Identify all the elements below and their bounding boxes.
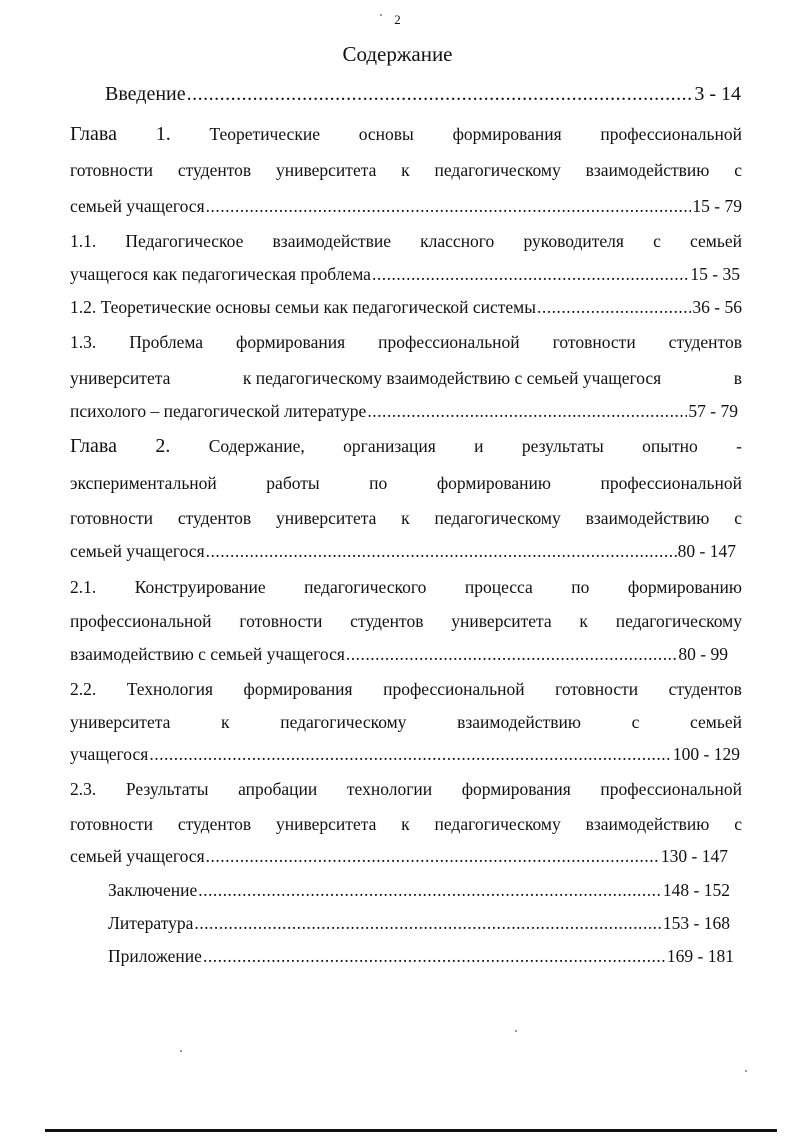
toc-word: к xyxy=(401,508,410,528)
toc-entry-title: 1.2. Теоретические основы семьи как педагогической системы xyxy=(70,297,536,317)
scan-speck xyxy=(745,1070,747,1072)
toc-word: к xyxy=(401,814,410,834)
toc-word: профессиональной xyxy=(600,124,742,144)
toc-line xyxy=(70,368,742,388)
toc-word: взаимодействие xyxy=(272,231,392,251)
toc-word: основы xyxy=(358,124,414,144)
scan-speck xyxy=(180,1050,182,1052)
toc-entry-title: Приложение xyxy=(108,946,202,966)
toc-word: руководителя xyxy=(523,231,624,251)
toc-word: 2.2. xyxy=(70,679,97,699)
toc-entry-title: семьей учащегося xyxy=(70,846,205,866)
toc-word: Глава xyxy=(70,435,117,457)
toc-word: профессиональной xyxy=(383,679,525,699)
bottom-rule xyxy=(45,1129,777,1132)
toc-word: студентов xyxy=(177,814,252,834)
toc-word: Содержание, xyxy=(208,436,305,456)
toc-word: взаимодействию xyxy=(585,814,710,834)
toc-line xyxy=(70,332,742,352)
toc-word: семьей xyxy=(690,712,742,732)
dot-leader xyxy=(537,297,691,317)
dot-leader xyxy=(206,541,677,561)
toc-word: организация xyxy=(343,436,436,456)
toc-line xyxy=(70,679,742,699)
toc-entry-title: Литература xyxy=(108,913,194,933)
toc-word: профессиональной xyxy=(378,332,520,352)
dot-leader xyxy=(198,880,662,900)
toc-word: Проблема xyxy=(129,332,204,352)
toc-word: готовности xyxy=(552,332,636,352)
toc-entry-pages: 80 - 99 xyxy=(678,644,728,664)
toc-word: и xyxy=(474,436,484,456)
toc-word: профессиональной xyxy=(600,473,742,493)
toc-word: формированию xyxy=(436,473,551,493)
toc-entry-title: семьей учащегося xyxy=(70,196,205,216)
dot-leader xyxy=(346,644,678,664)
toc-entry-title: Заключение xyxy=(108,880,198,900)
toc-word: к xyxy=(401,160,410,180)
toc-word: опытно xyxy=(642,436,698,456)
toc-word: апробации xyxy=(238,779,318,799)
toc-word: по xyxy=(571,577,590,597)
toc-word: 2. xyxy=(155,435,171,457)
toc-word: студентов xyxy=(177,160,252,180)
page-number: 2 xyxy=(394,12,401,27)
toc-word: формирования xyxy=(461,779,571,799)
toc-entry-title: учащегося как педагогическая проблема xyxy=(70,264,371,284)
toc-word: 1.3. xyxy=(70,332,97,352)
toc-entry-title: семьей учащегося xyxy=(70,541,205,561)
toc-word: формирования xyxy=(452,124,562,144)
toc-word: университета xyxy=(70,368,171,388)
toc-entry-pages: 153 - 168 xyxy=(662,913,730,933)
toc-word: - xyxy=(736,436,742,456)
toc-word: студентов xyxy=(668,332,742,352)
toc-entry-pages: 130 - 147 xyxy=(660,846,728,866)
toc-word: студентов xyxy=(177,508,252,528)
toc-word: Теоретические xyxy=(209,124,320,144)
toc-word: студентов xyxy=(668,679,742,699)
toc-word: 2.1. xyxy=(70,577,97,597)
toc-line xyxy=(70,611,742,631)
toc-word: взаимодействию xyxy=(585,160,710,180)
toc-word: готовности xyxy=(70,814,154,834)
toc-word: работы xyxy=(266,473,320,493)
toc-line xyxy=(70,473,742,493)
toc-word: профессиональной xyxy=(70,611,212,631)
toc-word: в xyxy=(733,368,742,388)
toc-word: с xyxy=(734,160,742,180)
toc-entry-title: психолого – педагогической литературе xyxy=(70,401,367,421)
toc-entry-pages: 57 - 79 xyxy=(688,401,738,421)
toc-word: готовности xyxy=(555,679,639,699)
toc-word: результаты xyxy=(521,436,604,456)
toc-word: университета xyxy=(276,814,377,834)
dot-leader xyxy=(372,264,689,284)
dot-leader xyxy=(187,82,694,106)
toc-line xyxy=(70,231,742,251)
toc-word: экспериментальной xyxy=(70,473,217,493)
toc-entry-title: учащегося xyxy=(70,744,149,764)
toc-entry-pages: 80 - 147 xyxy=(677,541,736,561)
toc-line xyxy=(70,712,742,732)
toc-line xyxy=(70,124,742,144)
toc-word: готовности xyxy=(70,508,154,528)
toc-word: с xyxy=(631,712,640,732)
toc-word: формирования xyxy=(243,679,353,699)
toc-word: педагогическому xyxy=(280,712,407,732)
toc-word: университета xyxy=(276,160,377,180)
toc-word: университета xyxy=(276,508,377,528)
page-title: Содержание xyxy=(342,42,453,66)
toc-word: формирования xyxy=(236,332,346,352)
toc-entry-pages: 15 - 35 xyxy=(690,264,740,284)
scan-speck xyxy=(380,14,382,16)
toc-entry-pages: 15 - 79 xyxy=(692,196,742,216)
toc-word: процесса xyxy=(464,577,533,597)
toc-word: 1.1. xyxy=(70,231,97,251)
toc-word: Глава xyxy=(70,123,117,145)
dot-leader xyxy=(367,401,687,421)
toc-word: 1. xyxy=(155,123,171,145)
toc-word: классного xyxy=(420,231,495,251)
toc-word: взаимодействию xyxy=(585,508,710,528)
toc-word: педагогического xyxy=(304,577,427,597)
toc-word: готовности xyxy=(239,611,323,631)
toc-word: 2.3. xyxy=(70,779,97,799)
toc-entry-title: взаимодействию с семьей учащегося xyxy=(70,644,345,664)
toc-entry-pages: 36 - 56 xyxy=(692,297,742,317)
toc-word: Технология xyxy=(126,679,214,699)
toc-word: университета xyxy=(451,611,552,631)
toc-word: к xyxy=(579,611,588,631)
dot-leader xyxy=(206,846,660,866)
dot-leader xyxy=(149,744,672,764)
toc-entry-pages: 100 - 129 xyxy=(672,744,740,764)
toc-word: по xyxy=(369,473,388,493)
toc-word: к педагогическому взаимодействию с семьей учащегося xyxy=(242,368,662,388)
toc-word: Конструирование xyxy=(134,577,266,597)
toc-line xyxy=(70,779,742,799)
toc-word: готовности xyxy=(70,160,154,180)
toc-line xyxy=(70,508,742,528)
toc-word: с xyxy=(734,508,742,528)
toc-line xyxy=(70,160,742,180)
toc-word: технологии xyxy=(346,779,433,799)
toc-word: педагогическому xyxy=(434,814,561,834)
toc-entry-pages: 3 - 14 xyxy=(694,83,741,105)
toc-word: университета xyxy=(70,712,171,732)
toc-line xyxy=(70,814,742,834)
toc-word: профессиональной xyxy=(600,779,742,799)
toc-entry-title: Введение xyxy=(105,83,186,105)
toc-word: педагогическому xyxy=(615,611,742,631)
toc-word: с xyxy=(734,814,742,834)
toc-word: к xyxy=(221,712,230,732)
toc-word: Результаты xyxy=(125,779,209,799)
toc-word: с xyxy=(653,231,661,251)
toc-line xyxy=(70,436,742,456)
toc-word: студентов xyxy=(350,611,424,631)
dot-leader xyxy=(194,913,662,933)
toc-word: Педагогическое xyxy=(125,231,244,251)
toc-word: педагогическому xyxy=(434,160,561,180)
toc-word: взаимодействию xyxy=(457,712,581,732)
toc-word: формированию xyxy=(627,577,742,597)
toc-word: семьей xyxy=(690,231,742,251)
toc-word: педагогическому xyxy=(434,508,561,528)
dot-leader xyxy=(206,196,692,216)
toc-entry-pages: 148 - 152 xyxy=(662,880,730,900)
toc-entry-pages: 169 - 181 xyxy=(666,946,734,966)
dot-leader xyxy=(203,946,666,966)
scan-speck xyxy=(515,1030,517,1032)
toc-line xyxy=(70,577,742,597)
